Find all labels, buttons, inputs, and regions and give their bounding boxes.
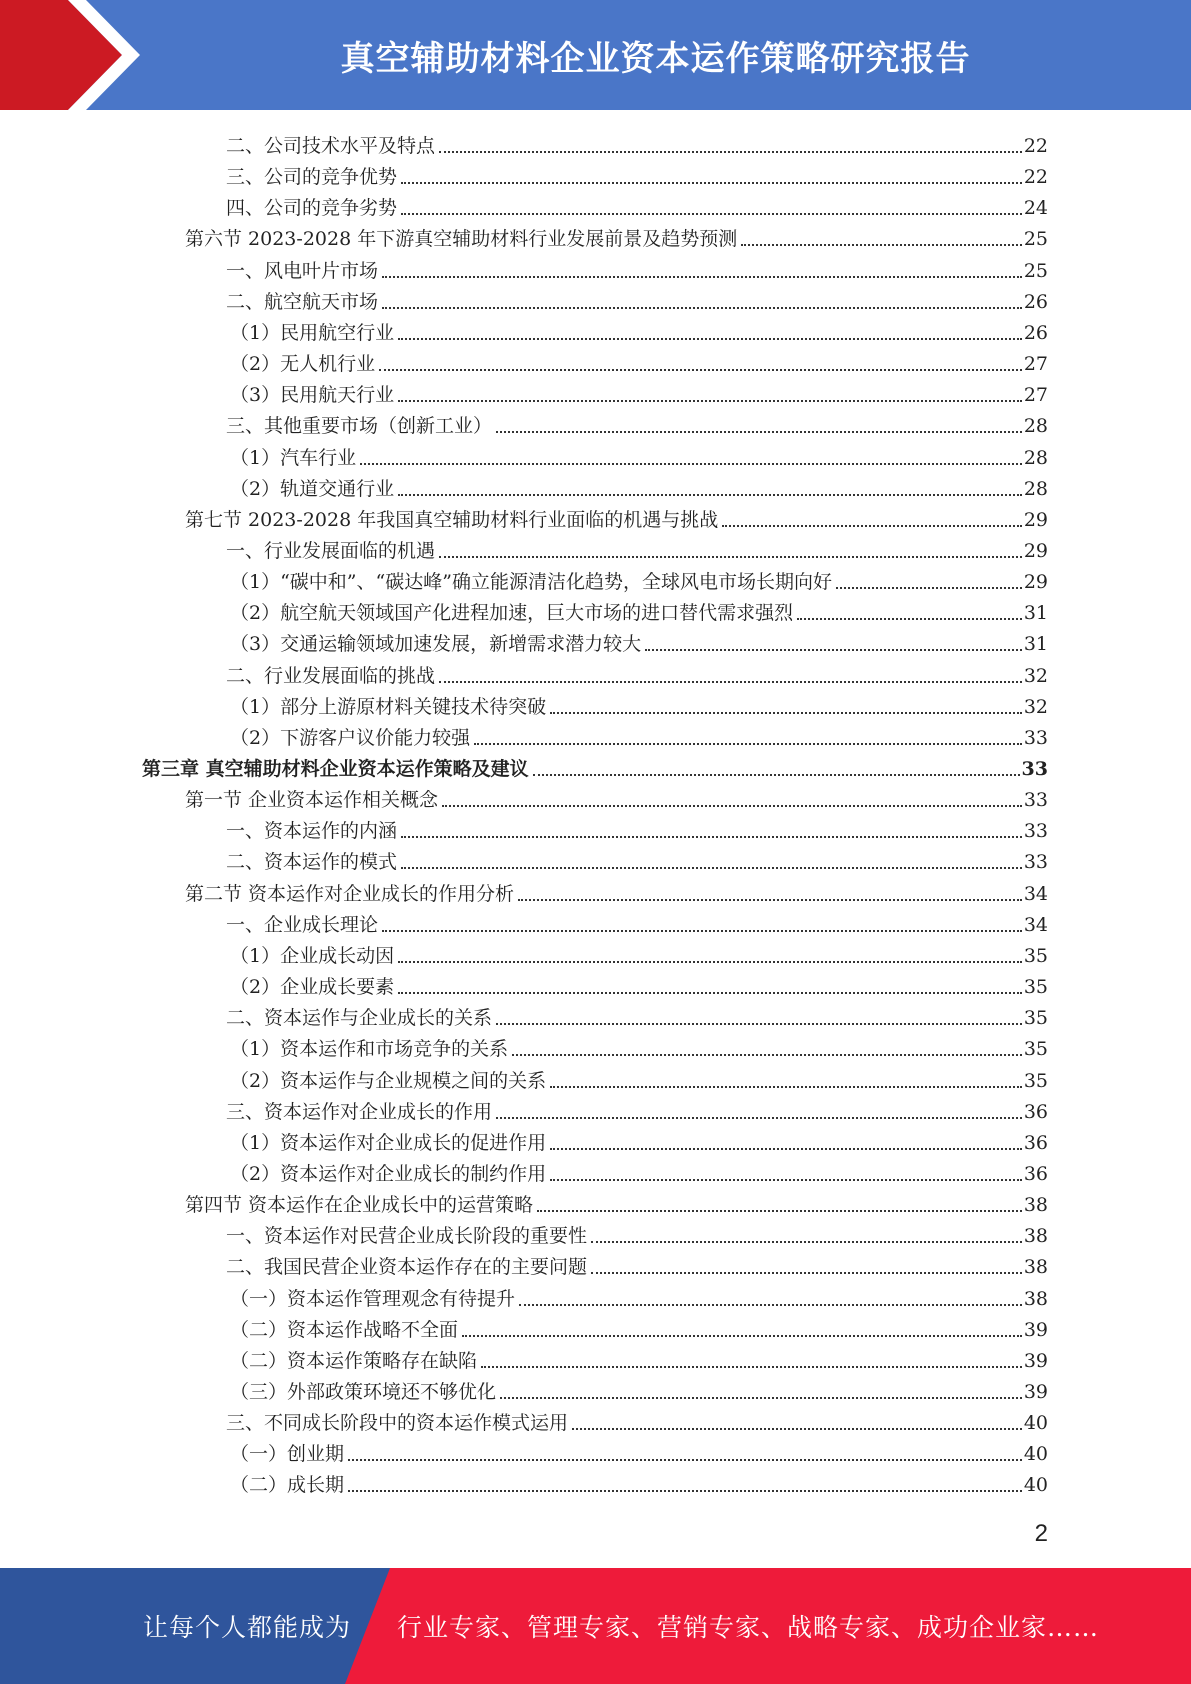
toc-entry-label: 三、不同成长阶段中的资本运作模式运用 (226, 1412, 569, 1435)
toc-entry-page: 28 (1023, 415, 1048, 438)
toc-entry-label: 一、企业成长理论 (226, 913, 379, 936)
page-number: 2 (1034, 1520, 1048, 1547)
toc-entry-page: 25 (1023, 259, 1048, 282)
toc-entry-label: （二）成长期 (230, 1474, 345, 1497)
toc-entry-label: 三、公司的竞争优势 (226, 166, 398, 189)
toc-entry-page: 29 (1023, 508, 1048, 531)
toc-leader-dots (591, 1271, 1022, 1274)
toc-entry-label: （2）下游客户议价能力较强 (230, 726, 471, 749)
toc-leader-dots (481, 1365, 1022, 1368)
toc-entry[interactable] (230, 1062, 1048, 1093)
toc-entry-label: （1）企业成长动因 (230, 944, 395, 967)
toc-leader-dots (550, 1085, 1022, 1088)
toc-entry[interactable] (230, 937, 1048, 968)
toc-entry-label: 二、行业发展面临的挑战 (226, 664, 436, 687)
toc-entry-label: （二）资本运作战略不全面 (230, 1318, 459, 1341)
toc-leader-dots (439, 680, 1022, 683)
toc-entry[interactable] (226, 252, 1048, 283)
toc-leader-dots (836, 586, 1022, 589)
toc-entry-page: 26 (1023, 321, 1048, 344)
toc-entry-page: 35 (1023, 1069, 1048, 1092)
toc-entry[interactable] (230, 1466, 1048, 1497)
toc-entry[interactable] (226, 1093, 1048, 1124)
toc-entry-page: 32 (1023, 695, 1048, 718)
toc-entry[interactable] (230, 594, 1048, 625)
toc-entry[interactable] (226, 999, 1048, 1030)
toc-entry-page: 38 (1023, 1256, 1048, 1279)
toc-leader-dots (360, 462, 1022, 465)
toc-entry[interactable] (230, 314, 1048, 345)
toc-entry[interactable] (230, 1155, 1048, 1186)
toc-entry-page: 36 (1023, 1131, 1048, 1154)
toc-entry-label: 第六节 2023-2028 年下游真空辅助材料行业发展前景及趋势预测 (185, 228, 738, 251)
toc-entry[interactable] (142, 750, 1048, 781)
toc-entry-label: （1）部分上游原材料关键技术待突破 (230, 695, 547, 718)
toc-leader-dots (382, 306, 1022, 309)
toc-entry[interactable] (230, 345, 1048, 376)
toc-entry-label: 第一节 企业资本运作相关概念 (185, 789, 439, 812)
toc-leader-dots (401, 835, 1022, 838)
toc-entry-label: （2）无人机行业 (230, 353, 376, 376)
toc-entry[interactable] (230, 688, 1048, 719)
toc-entry[interactable] (185, 781, 1048, 812)
toc-entry-label: 一、资本运作对民营企业成长阶段的重要性 (226, 1225, 588, 1248)
toc-entry-page: 40 (1023, 1474, 1048, 1497)
toc-entry[interactable] (226, 906, 1048, 937)
toc-leader-dots (398, 991, 1022, 994)
toc-entry-page: 33 (1021, 758, 1048, 780)
toc-entry[interactable] (230, 1373, 1048, 1404)
toc-entry[interactable] (185, 501, 1048, 532)
header-arrow-decoration (0, 0, 150, 110)
toc-entry-label: 第七节 2023-2028 年我国真空辅助材料行业面临的机遇与挑战 (185, 508, 719, 531)
toc-entry-page: 28 (1023, 477, 1048, 500)
toc-entry[interactable] (185, 220, 1048, 251)
toc-leader-dots (518, 898, 1022, 901)
toc-entry-page: 22 (1023, 135, 1048, 157)
toc-entry-page: 35 (1023, 944, 1048, 967)
toc-entry[interactable] (230, 439, 1048, 470)
toc-leader-dots (439, 150, 1022, 153)
toc-entry-label: （二）资本运作策略存在缺陷 (230, 1349, 478, 1372)
toc-leader-dots (533, 773, 1020, 776)
toc-entry[interactable] (185, 875, 1048, 906)
toc-entry-label: （1）民用航空行业 (230, 321, 395, 344)
toc-entry[interactable] (230, 563, 1048, 594)
toc-entry-label: （3）交通运输领域加速发展，新增需求潜力较大 (230, 633, 642, 656)
toc-entry[interactable] (226, 283, 1048, 314)
toc-entry[interactable] (226, 812, 1048, 843)
toc-leader-dots (401, 181, 1022, 184)
toc-entry-label: 第二节 资本运作对企业成长的作用分析 (185, 882, 515, 905)
toc-entry-label: （2）资本运作对企业成长的制约作用 (230, 1162, 547, 1185)
toc-entry[interactable] (230, 1280, 1048, 1311)
toc-entry-label: （3）民用航天行业 (230, 384, 395, 407)
toc-entry-label: 四、公司的竞争劣势 (226, 197, 398, 220)
toc-entry[interactable] (226, 843, 1048, 874)
toc-entry-label: （2）资本运作与企业规模之间的关系 (230, 1069, 547, 1092)
toc-entry[interactable] (230, 1342, 1048, 1373)
toc-entry-page: 39 (1023, 1349, 1048, 1372)
toc-entry-page: 33 (1023, 789, 1048, 812)
toc-entry-page: 38 (1023, 1225, 1048, 1248)
toc-entry-page: 33 (1023, 851, 1048, 874)
toc-entry-label: 一、行业发展面临的机遇 (226, 539, 436, 562)
toc-entry[interactable] (230, 1435, 1048, 1466)
toc-leader-dots (572, 1427, 1022, 1430)
toc-entry-page: 40 (1023, 1443, 1048, 1466)
toc-leader-dots (512, 1053, 1022, 1056)
toc-entry-label: 第三章 真空辅助材料企业资本运作策略及建议 (142, 758, 529, 780)
page-header (0, 0, 1191, 110)
toc-entry-page: 25 (1023, 228, 1048, 251)
toc-leader-dots (401, 866, 1022, 869)
toc-entry[interactable] (230, 1311, 1048, 1342)
page-footer (0, 1568, 1191, 1684)
toc-leader-dots (645, 648, 1022, 651)
toc-leader-dots (379, 368, 1022, 371)
toc-entry[interactable] (226, 127, 1048, 158)
footer-slogan-left: 让每个人都能成为 (143, 1613, 352, 1642)
toc-leader-dots (550, 1147, 1022, 1150)
toc-entry-page: 39 (1023, 1381, 1048, 1403)
toc-entry[interactable] (230, 376, 1048, 407)
toc-entry-page: 29 (1023, 571, 1048, 594)
toc-entry-label: 二、公司技术水平及特点 (226, 135, 436, 157)
toc-entry-label: （三）外部政策环境还不够优化 (230, 1381, 497, 1403)
toc-leader-dots (550, 1178, 1022, 1181)
toc-entry-label: 二、资本运作与企业成长的关系 (226, 1007, 493, 1030)
toc-entry[interactable] (230, 968, 1048, 999)
toc-leader-dots (398, 399, 1022, 402)
toc-entry-page: 31 (1023, 602, 1048, 625)
toc-entry-page: 33 (1023, 820, 1048, 843)
toc-entry-page: 32 (1023, 664, 1048, 687)
toc-leader-dots (496, 1116, 1022, 1119)
toc-entry-label: 第四节 资本运作在企业成长中的运营策略 (185, 1194, 534, 1217)
toc-entry-label: （一）资本运作管理观念有待提升 (230, 1287, 516, 1310)
toc-leader-dots (398, 337, 1022, 340)
toc-entry-page: 35 (1023, 1007, 1048, 1030)
toc-entry-page: 38 (1023, 1287, 1048, 1310)
toc-entry-page: 34 (1023, 882, 1048, 905)
toc-entry-label: 一、风电叶片市场 (226, 259, 379, 282)
toc-entry[interactable] (226, 1248, 1048, 1279)
toc-entry-page: 26 (1023, 290, 1048, 313)
toc-entry[interactable] (226, 1404, 1048, 1435)
toc-entry-label: （1）资本运作对企业成长的促进作用 (230, 1131, 547, 1154)
toc-entry[interactable] (226, 158, 1048, 189)
toc-entry-label: （2）企业成长要素 (230, 976, 395, 999)
toc-entry[interactable] (226, 189, 1048, 220)
toc-entry[interactable] (230, 625, 1048, 656)
toc-entry-label: 三、其他重要市场（创新工业） (226, 415, 493, 438)
toc-leader-dots (401, 212, 1022, 215)
toc-entry-page: 36 (1023, 1162, 1048, 1185)
toc-entry-page: 33 (1023, 726, 1048, 749)
toc-entry-page: 40 (1023, 1412, 1048, 1435)
toc-entry-page: 38 (1023, 1194, 1048, 1217)
toc-entry-page: 35 (1023, 976, 1048, 999)
toc-leader-dots (439, 555, 1022, 558)
toc-entry-page: 27 (1023, 384, 1048, 407)
toc-entry-label: 二、资本运作的模式 (226, 851, 398, 874)
toc-leader-dots (591, 1240, 1022, 1243)
toc-entry-label: 二、航空航天市场 (226, 290, 379, 313)
toc-entry-label: 二、我国民营企业资本运作存在的主要问题 (226, 1256, 588, 1279)
toc-entry[interactable] (226, 407, 1048, 438)
toc-leader-dots (500, 1396, 1022, 1399)
toc-entry[interactable] (185, 1186, 1048, 1217)
toc-leader-dots (550, 711, 1022, 714)
toc-entry-page: 27 (1023, 353, 1048, 376)
toc-leader-dots (519, 1303, 1022, 1306)
toc-entry-label: （1）资本运作和市场竞争的关系 (230, 1038, 509, 1061)
footer-slogan-right: 行业专家、管理专家、营销专家、战略专家、成功企业家…… (397, 1613, 1100, 1642)
toc-leader-dots (537, 1209, 1022, 1212)
toc-entry[interactable] (230, 1124, 1048, 1155)
toc-entry-page: 24 (1023, 197, 1048, 220)
toc-entry[interactable] (230, 470, 1048, 501)
toc-entry-page: 28 (1023, 446, 1048, 469)
toc-entry-page: 31 (1023, 633, 1048, 656)
toc-entry[interactable] (230, 1030, 1048, 1061)
toc-entry-page: 39 (1023, 1318, 1048, 1341)
toc-leader-dots (462, 1334, 1022, 1337)
toc-entry-page: 36 (1023, 1100, 1048, 1123)
toc-entry[interactable] (226, 1217, 1048, 1248)
toc-entry[interactable] (226, 657, 1048, 688)
toc-leader-dots (474, 742, 1022, 745)
toc-entry-label: 三、资本运作对企业成长的作用 (226, 1100, 493, 1123)
toc-entry-label: （1）汽车行业 (230, 446, 357, 469)
toc-leader-dots (741, 243, 1022, 246)
toc-entry-page: 35 (1023, 1038, 1048, 1061)
report-title: 真空辅助材料企业资本运作策略研究报告 (340, 38, 971, 79)
toc-entry-label: （2）航空航天领域国产化进程加速，巨大市场的进口替代需求强烈 (230, 602, 794, 625)
toc-entry-label: （1）“碳中和”、“碳达峰”确立能源清洁化趋势，全球风电市场长期向好 (230, 571, 832, 594)
toc-entry-page: 34 (1023, 913, 1048, 936)
toc-leader-dots (348, 1458, 1022, 1461)
toc-leader-dots (398, 960, 1022, 963)
toc-leader-dots (442, 804, 1022, 807)
toc-entry-page: 22 (1023, 166, 1048, 189)
toc-entry[interactable] (230, 719, 1048, 750)
toc-entry-label: （2）轨道交通行业 (230, 477, 395, 500)
toc-entry-label: 一、资本运作的内涵 (226, 820, 398, 843)
toc-leader-dots (496, 430, 1022, 433)
toc-leader-dots (382, 275, 1022, 278)
toc-entry-label: （一）创业期 (230, 1443, 345, 1466)
toc-entry[interactable] (226, 532, 1048, 563)
toc-leader-dots (722, 524, 1022, 527)
toc-leader-dots (496, 1022, 1022, 1025)
toc-leader-dots (797, 617, 1022, 620)
toc-leader-dots (398, 493, 1022, 496)
toc-entry-page: 29 (1023, 539, 1048, 562)
toc-leader-dots (348, 1489, 1022, 1492)
toc-leader-dots (382, 929, 1022, 932)
